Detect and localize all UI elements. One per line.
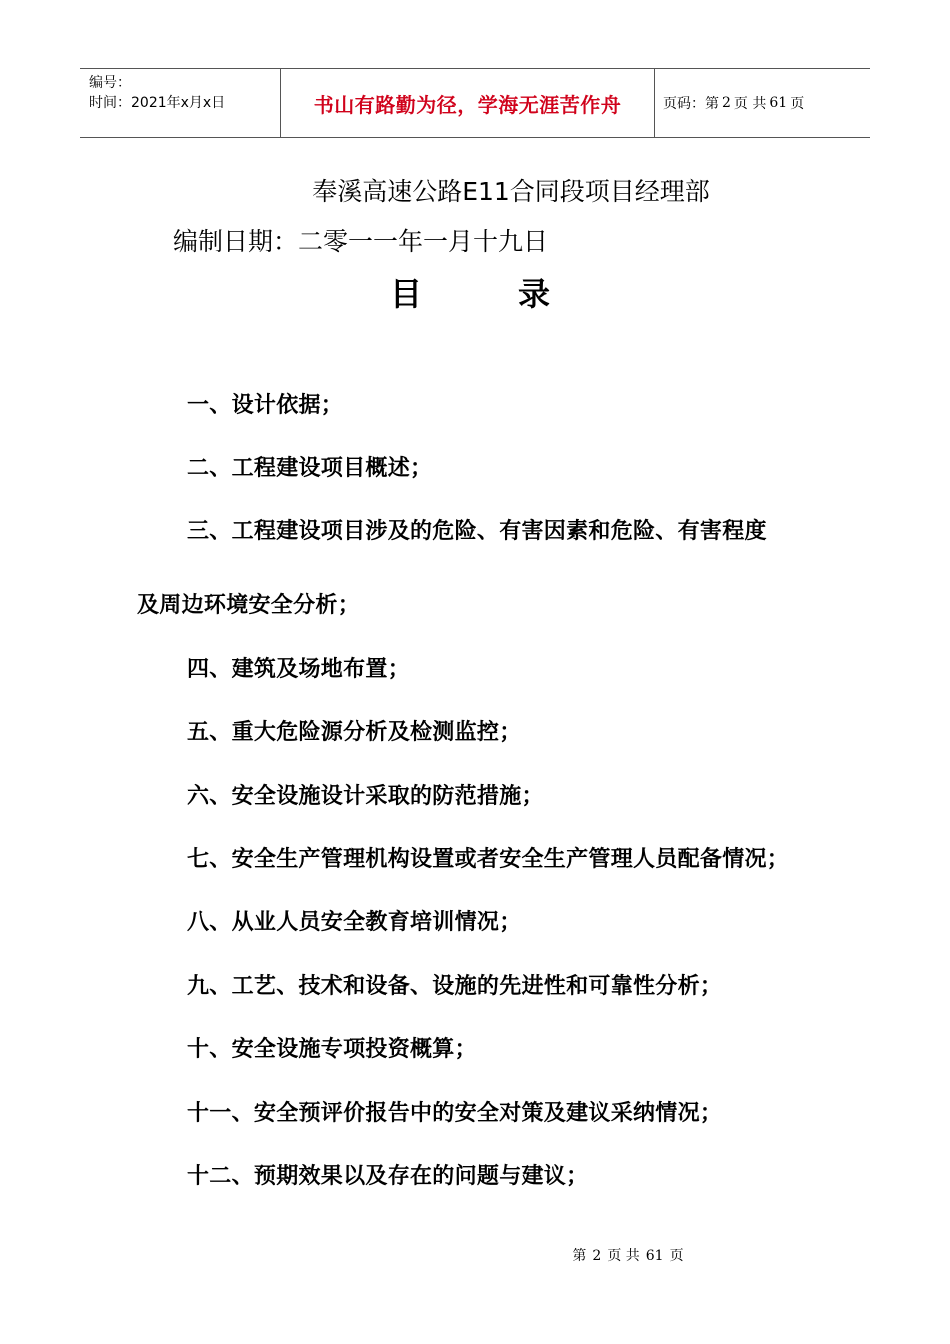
toc-item: 六、安全设施设计采取的防范措施； (187, 784, 544, 809)
toc-item: 七、安全生产管理机构设置或者安全生产管理人员配备情况； (187, 847, 790, 872)
page-current: 2 (722, 95, 731, 111)
page-header (80, 68, 870, 138)
toc-item: 一、设计依据； (187, 393, 344, 418)
footer-total: 61 (645, 1248, 664, 1264)
footer-current: 2 (592, 1248, 602, 1264)
toc-item: 四、建筑及场地布置； (187, 657, 411, 682)
toc-item: 三、工程建设项目涉及的危险、有害因素和危险、有害程度 (187, 519, 767, 544)
organization-name: 奉溪高速公路E11合同段项目经理部 (312, 177, 710, 206)
page-footer (0, 1246, 950, 1266)
toc-item: 五、重大危险源分析及检测监控； (187, 720, 522, 745)
header-motto: 书山有路勤为径，学海无涯苦作舟 (281, 69, 655, 137)
toc-title-char-2: 录 (518, 275, 551, 313)
toc-item-continuation: 及周边环境安全分析； (137, 593, 361, 618)
page-mid: 页 共 (733, 96, 767, 112)
toc-item: 八、从业人员安全教育培训情况； (187, 910, 522, 935)
header-meta (80, 69, 281, 137)
toc-item: 十一、安全预评价报告中的安全对策及建议采纳情况； (187, 1101, 723, 1126)
footer-prefix: 第 (572, 1248, 587, 1264)
toc-title-char-1: 目 (390, 275, 423, 313)
footer-mid: 页 共 (607, 1248, 640, 1264)
page-prefix: 页码：第 (663, 96, 719, 112)
toc-item: 九、工艺、技术和设备、设施的先进性和可靠性分析； (187, 974, 723, 999)
compile-date: 编制日期：二零一一年一月十九日 (173, 227, 549, 256)
toc-item: 十、安全设施专项投资概算； (187, 1037, 477, 1062)
toc-item: 二、工程建设项目概述； (187, 456, 433, 481)
page-total: 61 (769, 95, 788, 111)
page-suffix: 页 (790, 96, 805, 112)
time-label: 时间：2021年x月x日 (89, 95, 226, 111)
footer-suffix: 页 (669, 1248, 684, 1264)
toc-item: 十二、预期效果以及存在的问题与建议； (187, 1164, 589, 1189)
number-label: 编号： (89, 75, 131, 91)
toc-title (390, 272, 550, 316)
header-page-info (655, 69, 870, 137)
